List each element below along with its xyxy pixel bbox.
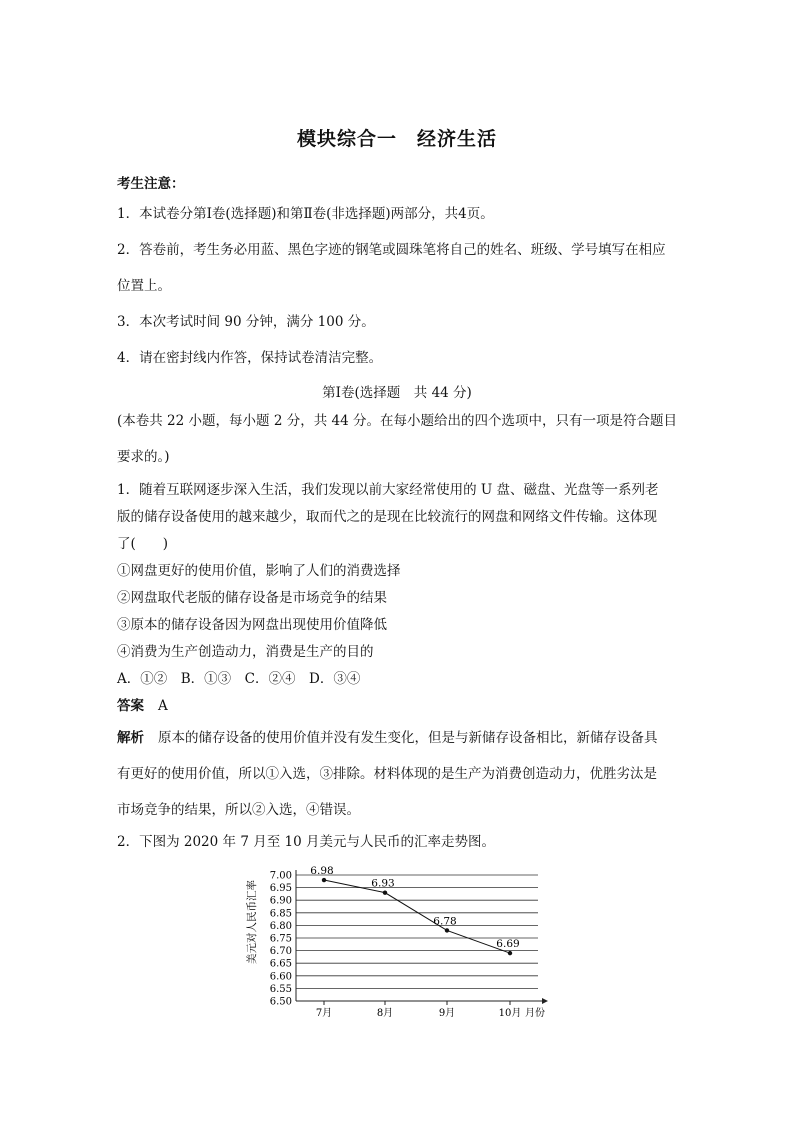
answer-label: 答案 — [117, 698, 144, 714]
y-tick-label: 6.65 — [269, 958, 292, 970]
chart-y-axis-label: 美元对人民币汇率 — [246, 880, 258, 964]
analysis-label: 解析 — [117, 730, 144, 746]
q1-option-3: ③原本的储存设备因为网盘出现使用价值降低 — [117, 617, 387, 633]
section-instructions-2: 要求的。) — [117, 449, 170, 465]
x-tick-label: 9月 — [438, 1008, 456, 1019]
data-label: 6.78 — [433, 915, 457, 928]
notice-item-2-cont: 位置上。 — [117, 278, 171, 294]
answer-value: A — [158, 698, 168, 714]
data-point — [383, 890, 387, 894]
section-title: 第Ⅰ卷(选择题 共 44 分) — [322, 385, 472, 401]
q1-choices: A．①② B．①③ C．②④ D．③④ — [117, 671, 361, 687]
exchange-rate-chart — [240, 858, 560, 1028]
q1-analysis-1 — [117, 729, 658, 747]
y-tick-label: 6.90 — [269, 895, 292, 907]
series-line — [324, 877, 510, 953]
y-tick-label: 7.00 — [269, 870, 292, 882]
y-tick-label: 6.60 — [269, 971, 292, 983]
q1-analysis-3: 市场竞争的结果，所以②入选，④错误。 — [117, 802, 360, 818]
chart-x-ticks — [316, 1001, 545, 1019]
q1-analysis-2: 有更好的使用价值，所以①入选，③排除。材料体现的是生产为消费创造动力，优胜劣汰是 — [117, 766, 657, 782]
q1-option-2: ②网盘取代老版的储存设备是市场竞争的结果 — [117, 590, 387, 606]
y-tick-label: 6.70 — [269, 946, 292, 958]
y-tick-label: 6.55 — [269, 983, 292, 995]
notice-item-3: 3．本次考试时间 90 分钟，满分 100 分。 — [117, 314, 375, 330]
q1-stem-1: 1．随着互联网逐步深入生活，我们发现以前大家经常使用的 U 盘、磁盘、光盘等一系列老 — [117, 482, 659, 498]
chart-axes — [296, 870, 548, 1004]
notice-item-2: 2．答卷前，考生务必用蓝、黑色字迹的钢笔或圆珠笔将自己的姓名、班级、学号填写在相应 — [117, 242, 666, 258]
q1-stem-3: 了( ) — [117, 536, 169, 552]
analysis-text-1: 原本的储存设备的使用价值并没有发生变化，但是与新储存设备相比，新储存设备具 — [158, 730, 658, 746]
data-label: 6.93 — [371, 877, 395, 890]
page-title: 模块综合一 经济生活 — [296, 128, 497, 150]
q1-option-1: ①网盘更好的使用价值，影响了人们的消费选择 — [117, 563, 401, 579]
x-tick-label: 10月 — [498, 1008, 522, 1019]
y-tick-label: 6.75 — [269, 933, 292, 945]
q2-stem: 2．下图为 2020 年 7 月至 10 月美元与人民币的汇率走势图。 — [117, 834, 495, 850]
notice-item-1: 1．本试卷分第Ⅰ卷(选择题)和第Ⅱ卷(非选择题)两部分，共4页。 — [117, 206, 494, 222]
y-tick-label: 6.80 — [269, 920, 292, 932]
q1-option-4: ④消费为生产创造动力，消费是生产的目的 — [117, 644, 374, 660]
x-axis-label: 月份 — [525, 1008, 545, 1019]
chart-grid — [296, 875, 538, 988]
data-label: 6.69 — [496, 938, 520, 951]
data-point — [508, 951, 512, 955]
data-point — [445, 928, 449, 932]
data-point — [322, 878, 326, 882]
q1-answer — [117, 697, 168, 715]
chart-data-labels — [310, 865, 519, 950]
q1-stem-2: 版的储存设备使用的越来越少，取而代之的是现在比较流行的网盘和网络文件传输。这体现 — [117, 509, 657, 525]
chart-series — [322, 878, 512, 955]
x-tick-label: 7月 — [315, 1008, 333, 1019]
data-label: 6.98 — [310, 865, 334, 878]
y-tick-label: 6.50 — [269, 996, 292, 1008]
x-axis-arrow — [542, 998, 548, 1004]
section-instructions-1: (本卷共 22 小题，每小题 2 分，共 44 分。在每小题给出的四个选项中，只有一项是符合题目 — [117, 413, 677, 429]
notice-item-4: 4．请在密封线内作答，保持试卷清洁完整。 — [117, 350, 383, 366]
x-tick-label: 8月 — [376, 1008, 394, 1019]
y-tick-label: 6.95 — [269, 883, 292, 895]
chart-y-ticks — [270, 871, 292, 1008]
y-tick-label: 6.85 — [269, 908, 292, 920]
notice-heading: 考生注意： — [117, 176, 185, 192]
